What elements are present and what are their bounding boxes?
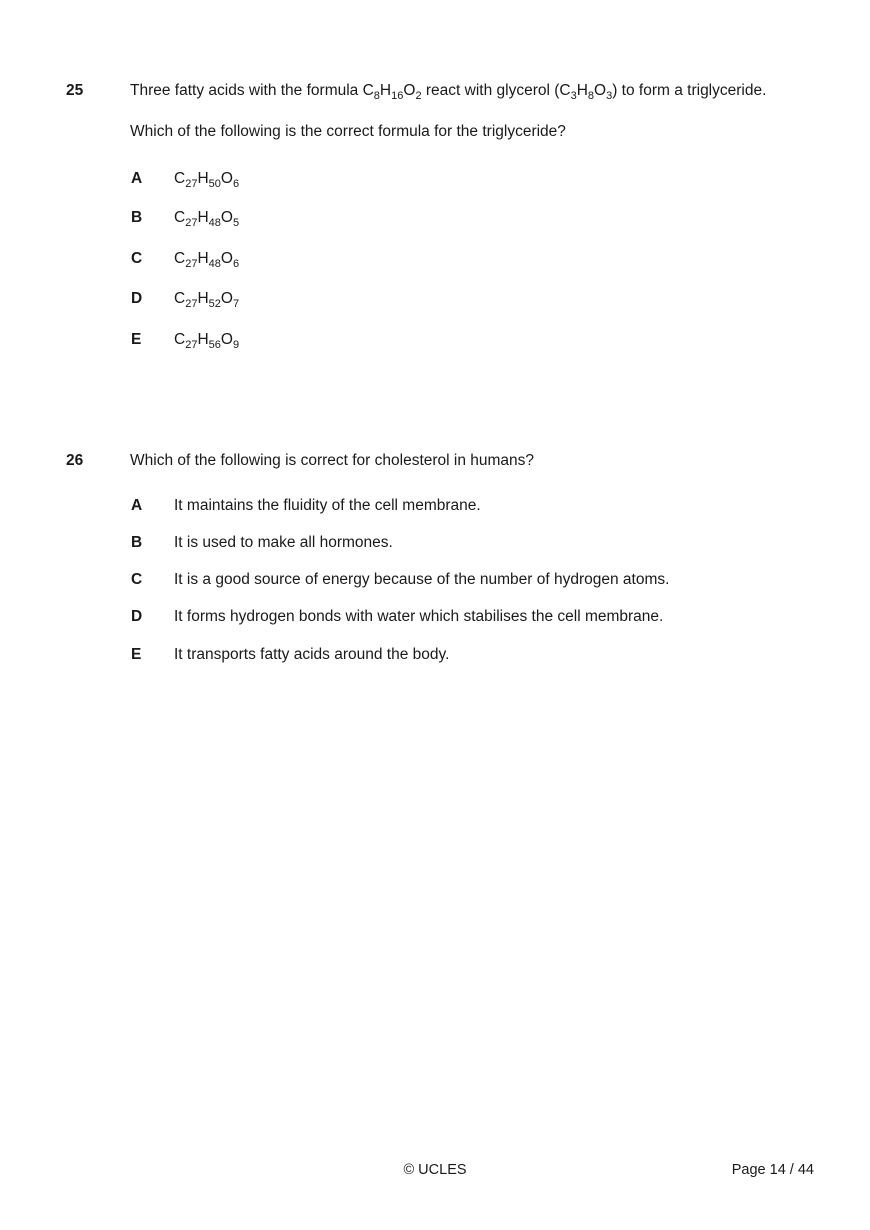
subscript: 5 <box>232 217 240 229</box>
subscript: 27 <box>185 339 198 351</box>
subscript: 8 <box>373 90 380 102</box>
q25-option-c-formula: $C_{27}H_{48}O_6$ <box>174 250 240 270</box>
q26-option-e-letter: E <box>131 646 142 663</box>
q25-option-e-formula: $C_{27}H_{56}O_9$ <box>174 331 240 351</box>
q25-option-e-letter: E <box>131 331 142 348</box>
q25-option-b-letter: B <box>131 209 143 226</box>
subscript: 48 <box>208 217 221 229</box>
q25-option-d-letter: D <box>131 290 143 307</box>
question-25-stem: Three fatty acids with the formula $C_8H_{16}O_2$ react with glycerol $(C_3H_8O_3)$ to form a triglyceride. <box>130 82 767 102</box>
subscript: 27 <box>185 178 198 190</box>
q26-option-a-text: It maintains the fluidity of the cell membrane. <box>174 497 481 514</box>
subscript: 27 <box>185 217 198 229</box>
q25-option-a-formula: $C_{27}H_{50}O_6$ <box>174 170 240 190</box>
subscript: 7 <box>232 298 240 310</box>
subscript: 56 <box>208 339 221 351</box>
q26-option-d-letter: D <box>131 608 143 625</box>
subscript: 6 <box>232 258 240 270</box>
q26-option-e-text: It transports fatty acids around the body. <box>174 646 450 663</box>
q26-option-a-letter: A <box>131 497 143 514</box>
question-25-prompt: Which of the following is the correct formula for the triglyceride? <box>130 123 566 140</box>
q26-option-d-text: It forms hydrogen bonds with water which stabilises the cell membrane. <box>174 608 664 625</box>
subscript: 27 <box>185 258 198 270</box>
subscript: 6 <box>232 178 240 190</box>
subscript: 16 <box>391 90 404 102</box>
q25-option-d-formula: $C_{27}H_{52}O_7$ <box>174 290 240 310</box>
footer-page-number: Page 14 / 44 <box>731 1162 814 1178</box>
subscript: 3 <box>570 90 577 102</box>
q25-option-a-letter: A <box>131 170 143 187</box>
question-26-prompt: Which of the following is correct for cholesterol in humans? <box>130 452 535 469</box>
subscript: 9 <box>232 339 240 351</box>
q26-option-c-text: It is a good source of energy because of the number of hydrogen atoms. <box>174 571 670 588</box>
subscript: 52 <box>208 298 221 310</box>
subscript: 3 <box>606 90 613 102</box>
subscript: 8 <box>587 90 595 102</box>
q25-option-b-formula: $C_{27}H_{48}O_5$ <box>174 209 240 229</box>
q26-option-c-letter: C <box>131 571 143 588</box>
subscript: 50 <box>208 178 221 190</box>
subscript: 48 <box>208 258 221 270</box>
subscript: 2 <box>415 90 422 102</box>
subscript: 27 <box>185 298 198 310</box>
q26-option-b-text: It is used to make all hormones. <box>174 534 393 551</box>
q26-option-b-letter: B <box>131 534 143 551</box>
footer-copyright: © UCLES <box>403 1162 467 1178</box>
question-26-number: 26 <box>66 452 84 469</box>
question-25-number: 25 <box>66 82 84 99</box>
q25-option-c-letter: C <box>131 250 143 267</box>
